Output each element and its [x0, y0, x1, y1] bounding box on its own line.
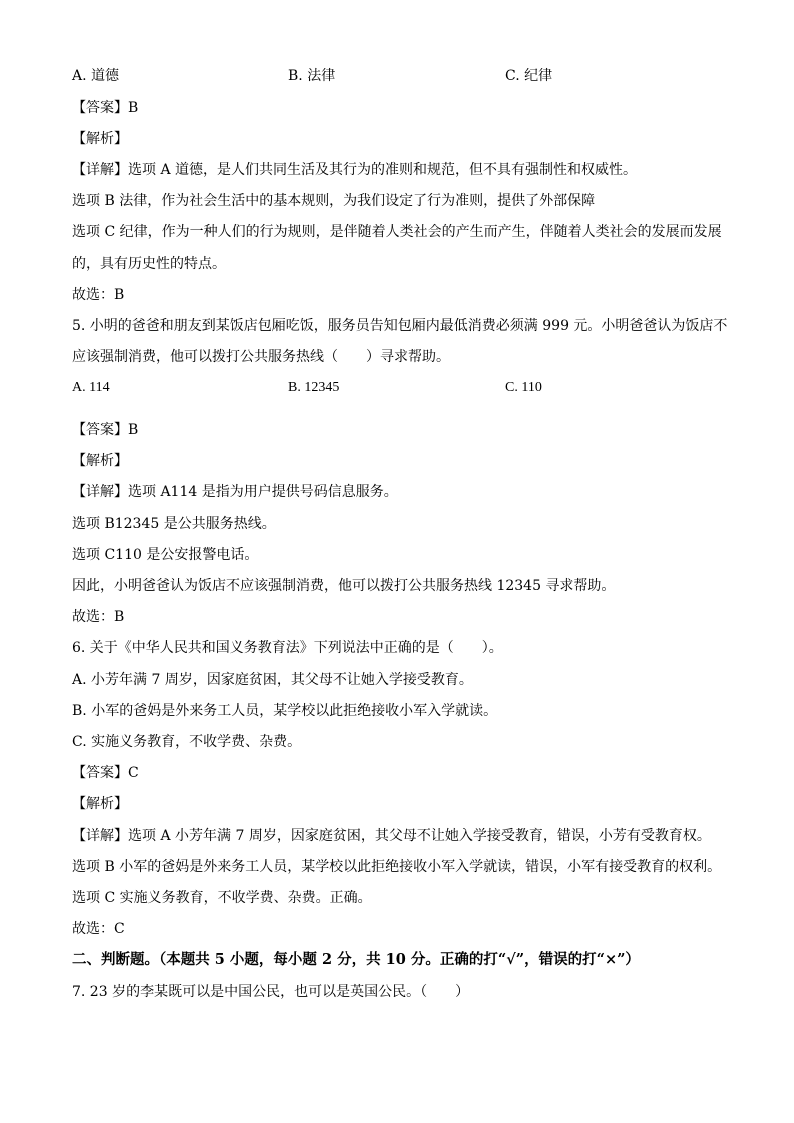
q6-option-c: C. 实施义务教育，不收学费、杂费。	[72, 734, 302, 750]
q4-option-c: C. 纪律	[505, 68, 553, 84]
q5-choice: 故选：B	[72, 609, 125, 625]
q5-stem-line: 应该强制消费，他可以拨打公共服务热线（ ）寻求帮助。	[72, 349, 450, 365]
q5-option-a: A. 114	[72, 380, 110, 395]
q6-detail-line: 选项 C 实施义务教育，不收学费、杂费。正确。	[72, 890, 372, 906]
q6-answer: 【答案】C	[72, 765, 139, 781]
q5-answer: 【答案】B	[72, 422, 139, 438]
section-title: 二、判断题。（本题共 5 小题，每小题 2 分，共 10 分。正确的打“√”，错误的打“×”）	[72, 951, 640, 968]
q4-detail-line: 选项 C 纪律，作为一种人们的行为规则，是伴随着人类社会的产生而产生，伴随着人类社会的发展而发展	[72, 224, 722, 240]
q5-analysis-label: 【解析】	[72, 453, 128, 469]
q6-analysis-label: 【解析】	[72, 796, 128, 812]
q5-detail-line: 选项 C110 是公安报警电话。	[72, 547, 259, 563]
q4-detail-line: 的，具有历史性的特点。	[72, 256, 226, 272]
q4-detail-line: 【详解】选项 A 道德，是人们共同生活及其行为的准则和规范，但不具有强制性和权威性。	[72, 162, 638, 178]
q4-answer: 【答案】B	[72, 100, 139, 116]
q4-choice: 故选：B	[72, 287, 125, 303]
q5-stem-line: 5. 小明的爸爸和朋友到某饭店包厢吃饭，服务员告知包厢内最低消费必须满 999 元。小明爸爸认为饭店不	[72, 318, 728, 334]
q7-stem: 7. 23 岁的李某既可以是中国公民，也可以是英国公民。（ ）	[72, 984, 470, 1000]
q5-option-b: B. 12345	[288, 380, 340, 395]
q5-detail-line: 选项 B12345 是公共服务热线。	[72, 516, 276, 532]
q4-option-b: B. 法律	[288, 68, 336, 84]
q4-detail-line: 选项 B 法律，作为社会生活中的基本规则，为我们设定了行为准则，提供了外部保障	[72, 193, 596, 209]
q6-option-b: B. 小军的爸妈是外来务工人员，某学校以此拒绝接收小军入学就读。	[72, 703, 498, 719]
q5-detail-line: 因此，小明爸爸认为饭店不应该强制消费，他可以拨打公共服务热线 12345 寻求帮助。	[72, 578, 616, 594]
q6-stem: 6. 关于《中华人民共和国义务教育法》下列说法中正确的是（ ）。	[72, 640, 503, 656]
q6-detail-line: 选项 B 小军的爸妈是外来务工人员，某学校以此拒绝接收小军入学就读，错误，小军有接受教育的权利。	[72, 859, 722, 875]
q5-option-c: C. 110	[505, 380, 542, 395]
q6-option-a: A. 小芳年满 7 周岁，因家庭贫困，其父母不让她入学接受教育。	[72, 672, 473, 688]
q4-analysis-label: 【解析】	[72, 131, 128, 147]
q5-detail-line: 【详解】选项 A114 是指为用户提供号码信息服务。	[72, 484, 398, 500]
q6-detail-line: 【详解】选项 A 小芳年满 7 周岁，因家庭贫困，其父母不让她入学接受教育，错误，小芳有受教育权。	[72, 828, 711, 844]
q4-option-a: A. 道德	[72, 68, 120, 84]
q6-choice: 故选：C	[72, 921, 125, 937]
